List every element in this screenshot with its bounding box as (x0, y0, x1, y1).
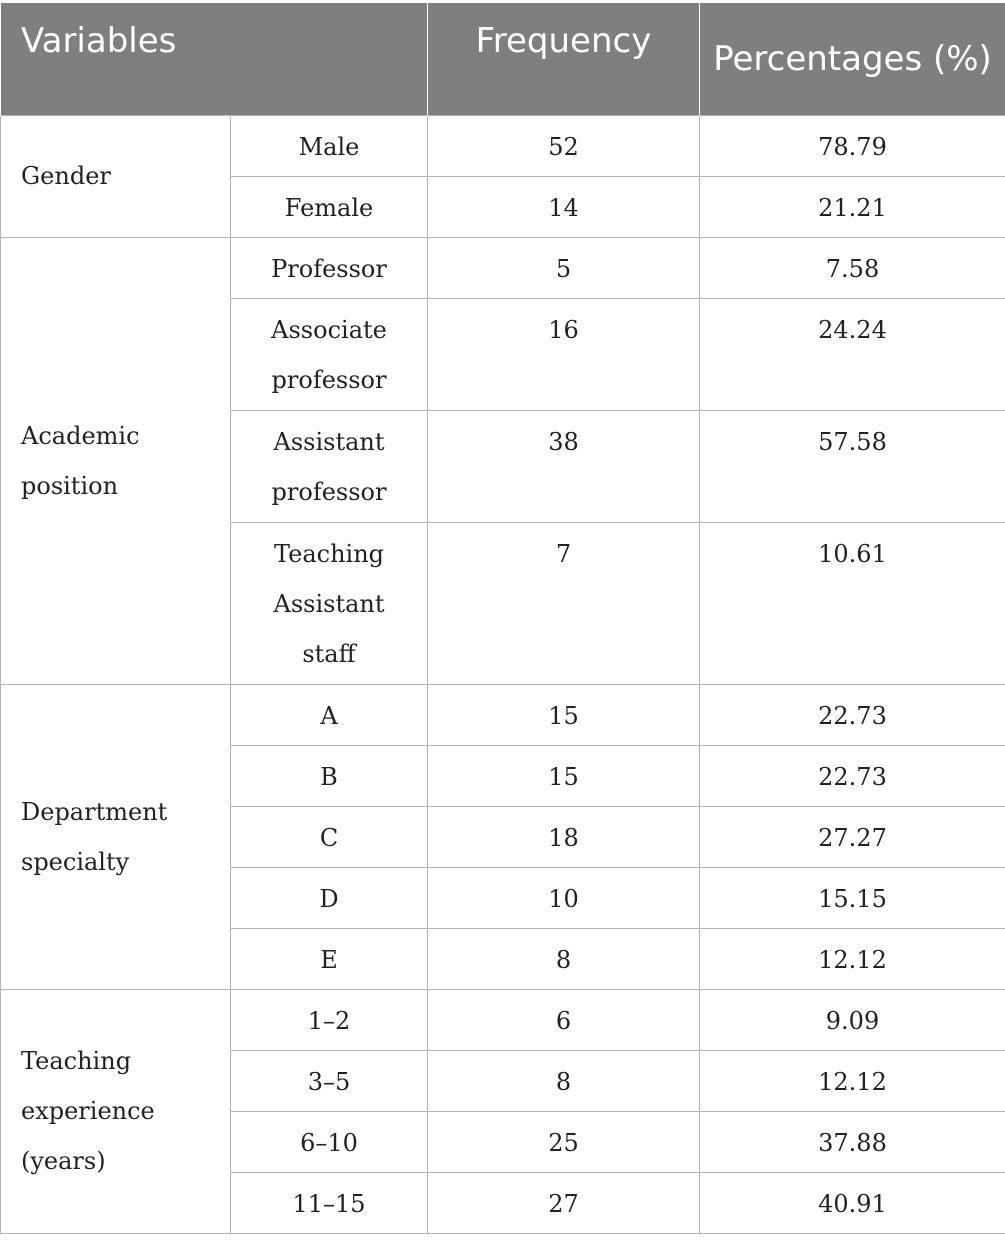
group-label-academic-position: Academic position (1, 237, 231, 684)
group-label-teaching-experience (1, 989, 231, 1233)
percentage-cell: 9.09 (700, 989, 1005, 1050)
group-label-department-specialty (1, 684, 231, 989)
category-cell (231, 522, 428, 684)
frequency-cell: 8 (428, 1050, 700, 1111)
category-text: Assistant professor (271, 427, 387, 506)
table-row (1, 989, 1005, 1050)
frequency-cell: 18 (428, 806, 700, 867)
group-label-text: Teaching experience (years) (21, 1047, 155, 1175)
table-row (1, 684, 1005, 745)
category-cell: A (231, 684, 428, 745)
percentage-cell: 40.91 (700, 1172, 1005, 1233)
category-cell: Female (231, 176, 428, 237)
category-cell: D (231, 867, 428, 928)
percentage-cell: 22.73 (700, 684, 1005, 745)
frequency-cell: 25 (428, 1111, 700, 1172)
category-cell (231, 298, 428, 410)
frequency-cell: 5 (428, 237, 700, 298)
category-text: Teaching Assistant staff (273, 539, 385, 668)
header-variables: Variables (1, 3, 428, 115)
table-row (1, 115, 1005, 176)
percentage-cell: 12.12 (700, 1050, 1005, 1111)
percentage-cell: 37.88 (700, 1111, 1005, 1172)
percentage-cell: 7.58 (700, 237, 1005, 298)
category-cell: E (231, 928, 428, 989)
percentage-cell: 27.27 (700, 806, 1005, 867)
category-cell: 3–5 (231, 1050, 428, 1111)
category-cell: 11–15 (231, 1172, 428, 1233)
frequency-cell: 38 (428, 410, 700, 522)
frequency-cell: 6 (428, 989, 700, 1050)
category-cell: C (231, 806, 428, 867)
frequency-cell: 7 (428, 522, 700, 684)
percentage-cell: 12.12 (700, 928, 1005, 989)
frequency-cell: 16 (428, 298, 700, 410)
frequency-cell: 52 (428, 115, 700, 176)
frequency-cell: 14 (428, 176, 700, 237)
frequency-cell: 15 (428, 684, 700, 745)
percentage-cell: 15.15 (700, 867, 1005, 928)
category-text: Associate professor (271, 315, 387, 394)
percentage-cell: 78.79 (700, 115, 1005, 176)
percentage-cell: 10.61 (700, 522, 1005, 684)
group-label-text: Department specialty (21, 797, 168, 876)
header-row (1, 3, 1005, 115)
category-cell: B (231, 745, 428, 806)
frequency-cell: 15 (428, 745, 700, 806)
category-cell: 1–2 (231, 989, 428, 1050)
category-cell (231, 410, 428, 522)
category-cell: Professor (231, 237, 428, 298)
frequency-cell: 10 (428, 867, 700, 928)
group-label-gender: Gender (1, 115, 231, 237)
percentage-cell: 21.21 (700, 176, 1005, 237)
frequency-cell: 27 (428, 1172, 700, 1233)
percentage-cell: 24.24 (700, 298, 1005, 410)
header-frequency: Frequency (428, 3, 700, 115)
demographics-table (0, 3, 1005, 1234)
table-row (1, 237, 1005, 298)
category-cell: 6–10 (231, 1111, 428, 1172)
header-percentages: Percentages (%) (700, 3, 1005, 115)
percentage-cell: 57.58 (700, 410, 1005, 522)
category-cell: Male (231, 115, 428, 176)
frequency-cell: 8 (428, 928, 700, 989)
percentage-cell: 22.73 (700, 745, 1005, 806)
